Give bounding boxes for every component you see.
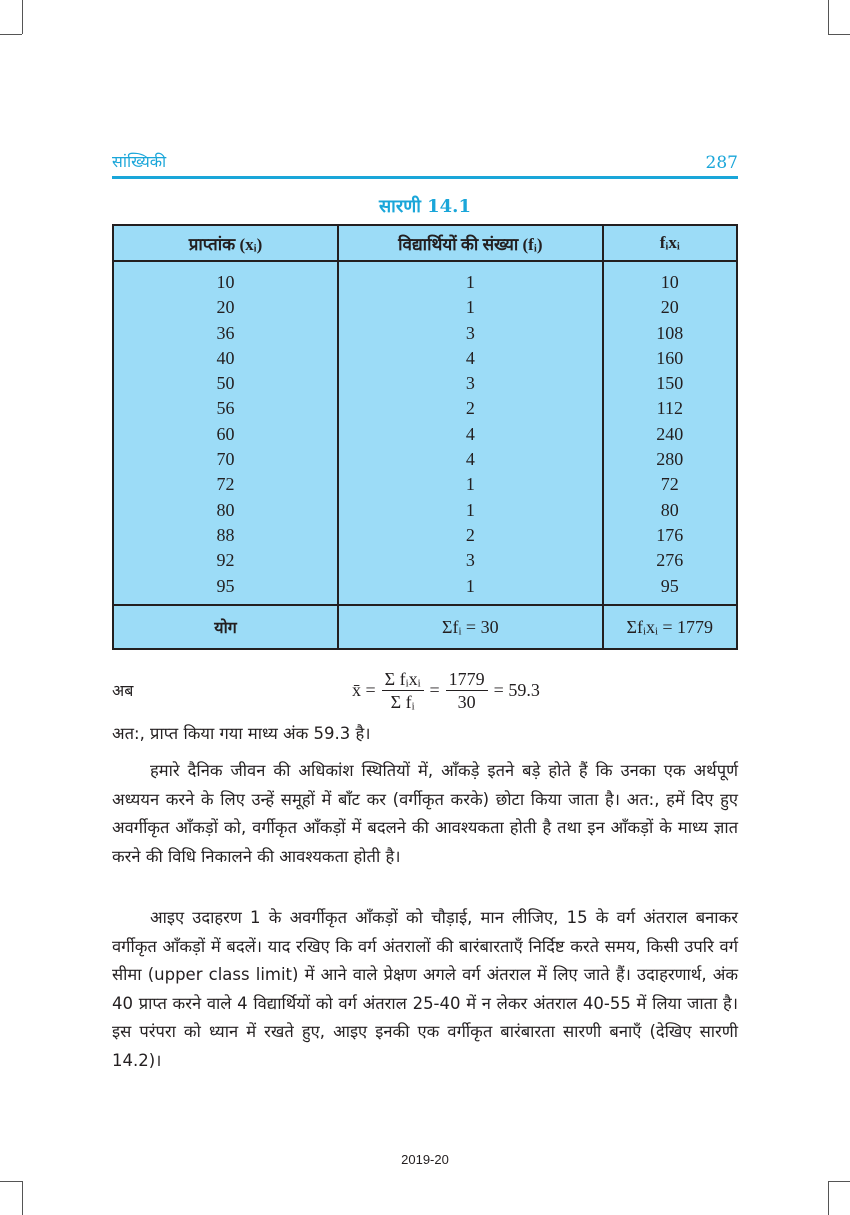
product-cell: 280 (656, 449, 684, 470)
total-product: Σfᵢxᵢ = 1779 (603, 605, 737, 649)
product-cell: 176 (656, 524, 684, 545)
students-cell: 3 (465, 550, 475, 571)
mean-formula (352, 665, 540, 715)
product-cell: 80 (660, 499, 679, 520)
students-cell: 2 (465, 524, 475, 545)
product-cell: 112 (656, 398, 683, 419)
footer-year: 2019-20 (401, 1152, 449, 1167)
students-cell: 4 (465, 449, 475, 470)
data-table (112, 224, 738, 650)
score-cell: 72 (216, 474, 235, 495)
students-column (338, 261, 603, 605)
score-cell: 70 (216, 449, 235, 470)
students-cell: 4 (465, 347, 475, 368)
product-cell: 160 (656, 347, 684, 368)
crop-mark (0, 34, 22, 35)
product-cell: 150 (656, 373, 684, 394)
total-frequency: Σfᵢ = 30 (338, 605, 603, 649)
score-cell: 10 (216, 272, 235, 292)
crop-mark (828, 34, 850, 35)
score-cell: 36 (216, 322, 235, 343)
students-cell: 1 (465, 575, 475, 596)
column-header-scores: प्राप्तांक (xᵢ) (113, 225, 338, 261)
formula-fraction-numeric (446, 668, 488, 713)
formula-equals: = (429, 679, 440, 700)
formula-result: = 59.3 (493, 679, 540, 700)
paragraph-grouping: हमारे दैनिक जीवन की अधिकांश स्थितियों में, आँकड़े इतने बड़े होते हैं कि उनका एक अर्थपूर्ण अध्ययन करने के लिए उन्हें समूहों में बाँट कर (वर्गीकृत करके) छोटा किया जाता है। अत:, हमें दिए हुए अवर्गीकृत आँकड़ों को, वर्गीकृत आँकड़ों में बदलने की आवश्यकता होती है तथा इन आँकड़ों के माध्य ज्ञात करने की विधि निकालने की आवश्यकता होती है। (112, 761, 738, 866)
product-cell: 72 (660, 474, 679, 495)
fraction-denominator: Σ fᵢ (390, 691, 415, 712)
total-label: योग (113, 605, 338, 649)
crop-mark (828, 1181, 850, 1182)
crop-mark (22, 1181, 23, 1215)
formula-lhs: x̄ = (352, 679, 376, 700)
product-cell: 20 (660, 297, 679, 318)
score-cell: 88 (216, 524, 235, 545)
product-cell: 95 (660, 575, 679, 596)
students-cell: 1 (465, 272, 475, 292)
fraction-numerator: 1779 (446, 668, 488, 691)
products-column (603, 261, 737, 605)
students-cell: 3 (465, 322, 475, 343)
table-caption: सारणी 14.1 (379, 196, 471, 217)
header-rule (112, 176, 738, 179)
formula-fraction-symbolic (382, 668, 424, 713)
score-cell: 80 (216, 499, 235, 520)
students-cell: 3 (465, 373, 475, 394)
students-cell: 2 (465, 398, 475, 419)
paragraph-example: आइए उदाहरण 1 के अवर्गीकृत आँकड़ों को चौड़ाई, मान लीजिए, 15 के वर्ग अंतराल बनाकर वर्गीकृत आँकड़ों में बदलें। याद रखिए कि वर्ग अंतरालों की बारंबारताएँ निर्दिष्ट करते समय, किसी उपरि वर्ग सीमा (upper class limit) में आने वाले प्रेक्षण अगले वर्ग अंतराल में लिए जाते हैं। उदाहरणार्थ, अंक 40 प्राप्त करने वाले 4 विद्यार्थियों को वर्ग अंतराल 25-40 में न लेकर अंतराल 40-55 में लिया जाता है। इस परंपरा को ध्यान में रखते हुए, आइए इनकी एक वर्गीकृत बारंबारता सारणी बनाएँ (देखिए सारणी 14.2)। (112, 908, 738, 1070)
column-header-students: विद्यार्थियों की संख्या (fᵢ) (338, 225, 603, 261)
column-header-product: fᵢxᵢ (603, 225, 737, 261)
score-cell: 50 (216, 373, 235, 394)
score-cell: 56 (216, 398, 235, 419)
score-cell: 40 (216, 347, 235, 368)
product-cell: 108 (656, 322, 684, 343)
students-cell: 4 (465, 423, 475, 444)
product-cell: 10 (660, 272, 679, 292)
fraction-numerator: Σ fᵢxᵢ (382, 668, 424, 691)
fraction-denominator: 30 (457, 691, 476, 712)
crop-mark (828, 1181, 829, 1215)
students-cell: 1 (465, 297, 475, 318)
product-cell: 276 (656, 550, 684, 571)
mean-formula-row (112, 665, 738, 715)
crop-mark (22, 0, 23, 34)
score-cell: 60 (216, 423, 235, 444)
formula-intro: अब (112, 681, 134, 700)
scores-column (113, 261, 338, 605)
score-cell: 95 (216, 575, 235, 596)
crop-mark (0, 1181, 22, 1182)
crop-mark (828, 0, 829, 34)
students-cell: 1 (465, 499, 475, 520)
paragraph-conclusion: अत:, प्राप्त किया गया माध्य अंक 59.3 है। (112, 724, 371, 743)
students-cell: 1 (465, 474, 475, 495)
score-cell: 92 (216, 550, 235, 571)
chapter-title: सांख्यिकी (112, 152, 167, 171)
product-cell: 240 (656, 423, 684, 444)
score-cell: 20 (216, 297, 235, 318)
page-number: 287 (705, 153, 738, 173)
